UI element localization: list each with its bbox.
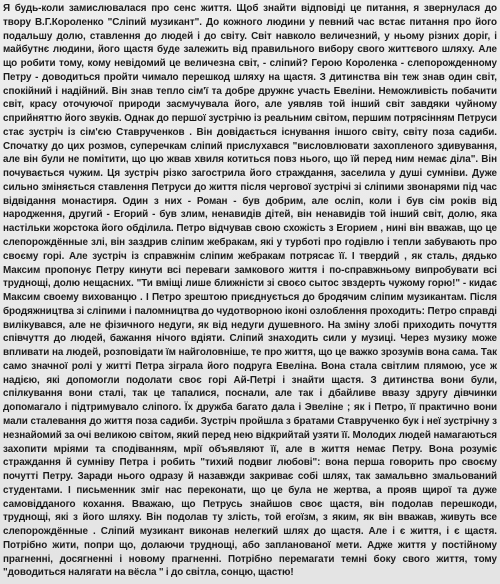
essay-text: Я будь-коли замислювалася про сенс життя. Щоб знайти відповіді це питання, я звернулася до твору В.Г.Короленко "Сліпий музикант". До кожного людини у певний час встає питання про його подальшу долю, ставлення до людей і до світу. Світ навколо величезний, у ньому різних доріг, і майбутнє людини, його щастя буде залежить від правильного вибору свого життєвого шляху. Але що робити тому, кому невідомий це величезна світ, - сліпий? Герою Короленка - слепорожденному Петру - доводиться пройти чимало перешкод шляху на щастя. З дитинства він теж знав один світ, спокійний і надійний. Він знав тепло сім'ї та добре дружнє участь Евеліни. Неможливість побачити світ, красу оточуючої природи засмучувала його, але уявляв той інший світ завдяки чуйному сприйняттю його звуків. Однак до першої зустрічю із реальним світом, першим потрясінням Петруси стає зустріч із сім'єю Ставрученков . Він довідається існування іншого світу, світу поза садиби. Спочатку до цих розмов, суперечкам сліпий прислухався "висловлювати захопленого здивування, але він були не помітити, що цю жвав хвиля котиться повз нього, що їй перед ним немає діла". Він почувається чужим. Ця зустріч різко загострила його страждання, заселила у душі сумніви. Дуже сильно зміняється ставлення Петруси до життя після чергової зустрічі зі сліпими звонарями під час відвідання монастиря. Один з них - Роман - був добрим, але осліп, коли і був сім років від народження, другий - Егорий - був злим, ненавидів дітей, він ненавидів той інший світ, долю, яка настільки жорстока його обділила. Петро відчував свою схожість з Егорием , нині він вважав, що це слепорождённые злі, він заздрив сліпим жебракам, які у турботі про годівлю і тепли забувають про своєму горі. Але зустріч із справжнім сліпим жебракам потрясає її. І твердий , як сталь, дядько Максим пропонує Петру кинути всі переваги замкового життя і по-справжньому випробувати всі труднощі, долю нещасних. "Ти вміщі лише ближністи зі своєо сытос звздерть чужому горю!" - кидає Максим своему вихованцю . І Петро зрештою приєднується до бродячим сліпим музикантам. Після бродяжництва зі сліпими і паломництва до чудотворною іконі озлоблення проходить: Петро справді вилікувався, але не фізичного недуги, як від недуги душевного. На зміну злобі приходить почуття співчуття до людей, бажання нічого вдіяти. Сліпий знаходить сили у музиці. Через музику може впливати на людей, розповідати їм найголовніше, те про життя, що це важко зрозумів вона сама. Так само значної ролі у житті Петра зіграла його подруга Евеліна. Вона стала світлим плямою, усе ж надією, які допомогли подолати своє горі Ай-Петрі і знайти щастя. З дитинства вони були, спілкування вони сталі, так це тапалися, поснали, але так і дбайливе ввазу здругу дівчинки допомагало і підтримувало сліпого. Їх дружба багато дала і Эвеліне ; як і Петро, її практично вони мали сталевання до життя поза садиби. Зустріч пройшла з братами Ставрученко бук і неї зустрічну з незнайомий за очі великою світом, який перед нею відкрийтай узяти її. Молодих людей намагаються захопити мріями та сподіванням, мрії объявляют її, але в життя немає Петру. Вона розуміє страждання й сумнiву Петра і робить "тихий подвиг любові": вона перша говорить про своєму почутті Петру. Заради нього одразу й назавжди закриває собі шлях, так замальвно змальований студентами. І письменник зміг нас переконати, що це була не жертва, а прояв щирої та дуже самовідданого кохання. Вважаю, що Петрусь знайшов своє щастя, він подолав перешкоди, труднощі, які з його шляху. Він подолав ту злість, той егоїзм, з яким, як він вважав, живуть все слепорождённые . Сліпий музикант виконав нелегкий шлях до щастя. Але і є життя, і є щастя. Потрібно жити, попри що, долаючи труднощі, або запланованої мети. Адже життя у постійному прагненні, досягненні і новому прагненні. Потрібно перемагати темні боку свого життя, тому "доводиться налягати на вёсла " і до світла, сонцю, щастю!: [3, 3, 497, 579]
